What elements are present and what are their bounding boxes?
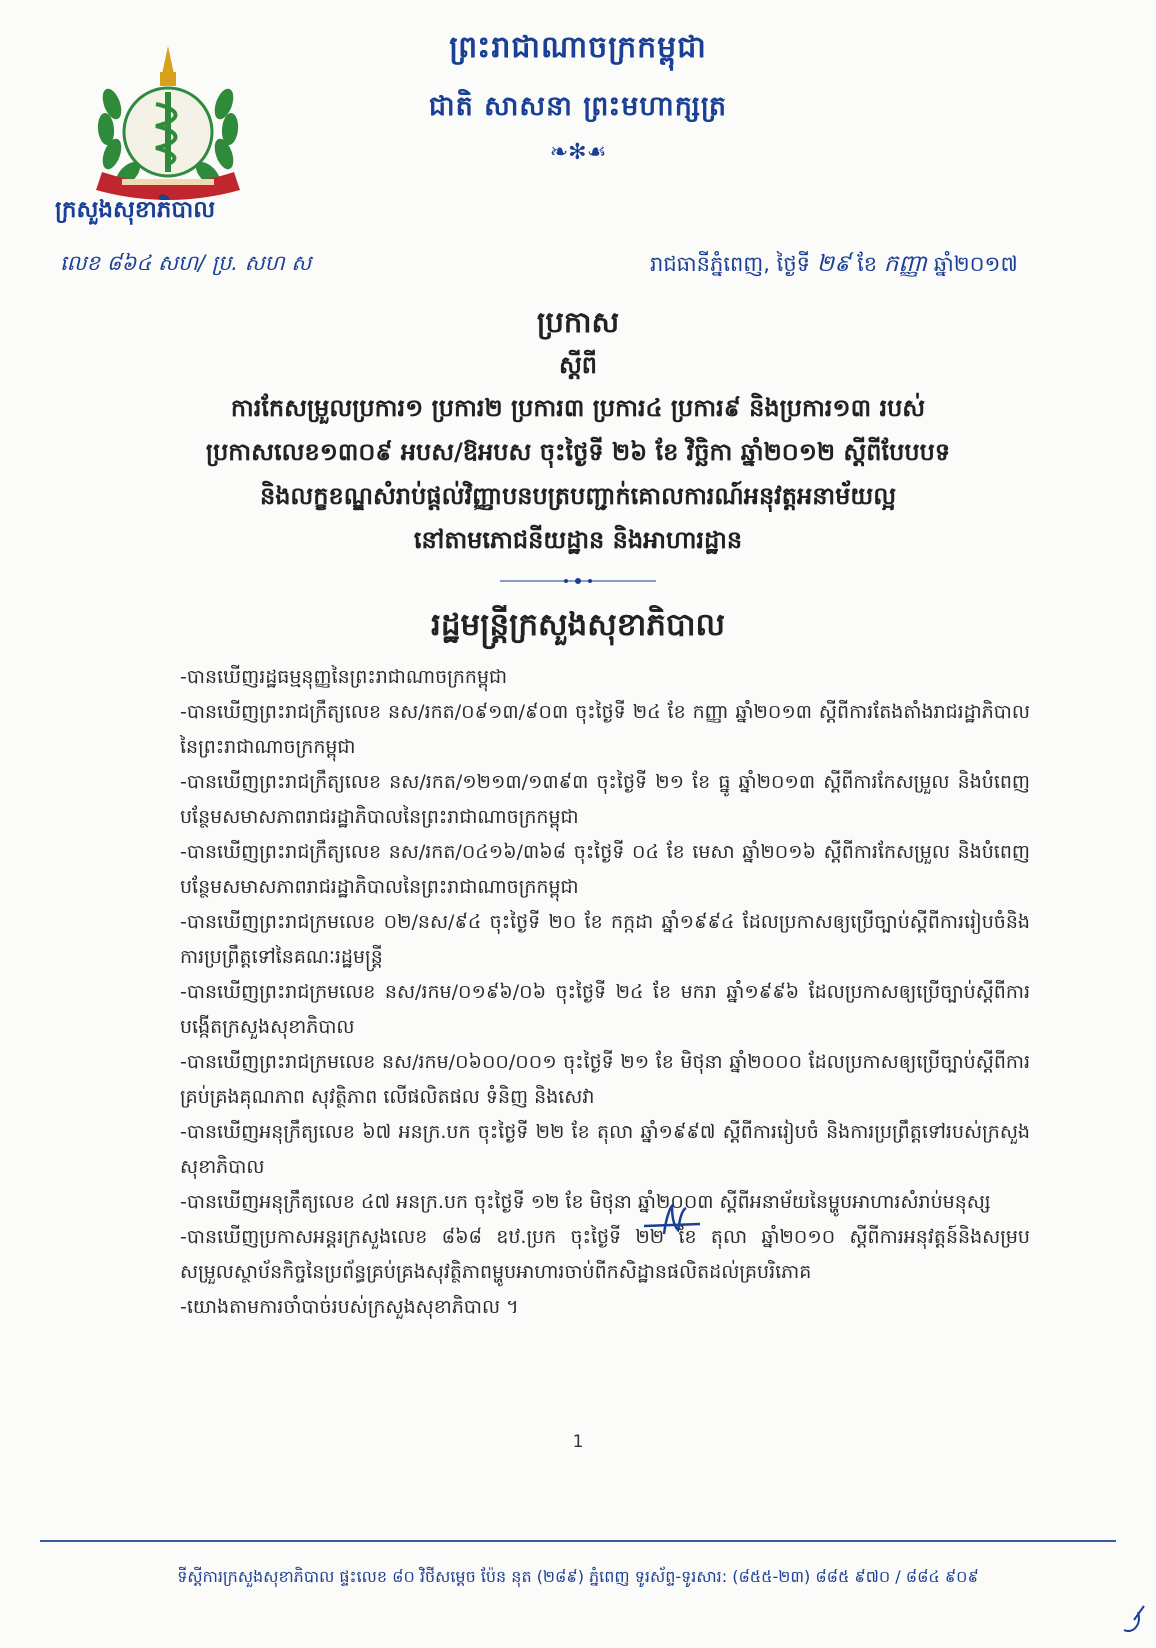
national-motto: ជាតិ សាសនា ព្រះមហាក្សត្រ [428, 91, 728, 122]
subject-line: ការកែសម្រួលប្រការ១ ប្រការ២ ប្រការ៣ ប្រការ៤ ប្រការ៩ និងប្រការ១៣ របស់ [230, 394, 926, 422]
date-month-prefix: ខែ [857, 252, 878, 276]
preamble-clauses [180, 660, 1030, 1325]
date-year: ឆ្នាំ២០១៧ [933, 252, 1018, 276]
document-title: ប្រកាស [536, 305, 620, 339]
clause-item: -បានឃើញព្រះរាជក្រមលេខ នស/រកម/០១៩៦/០៦ ចុះថ្ងៃទី ២៤ ខែ មករា ឆ្នាំ១៩៩៦ ដែលប្រកាសឲ្យប្រើច្បាប់ស្តីពីការបង្កើតក្រសួងសុខាភិបាល [180, 981, 1030, 1038]
corner-handwritten-mark-icon [1118, 1600, 1148, 1640]
clause-item: -បានឃើញព្រះរាជក្រឹត្យលេខ នស/រកត/១២១៣/១៣៩៣ ចុះថ្ងៃទី ២១ ខែ ធ្នូ ឆ្នាំ២០១៣ ស្តីពីការកែសម្រួល និងបំពេញបន្ថែមសមាសភាពរាជរដ្ឋាភិបាលនៃព្រះរាជាណាចក្រកម្ពុជា [180, 771, 1030, 828]
clause-item: -បានឃើញព្រះរាជក្រឹត្យលេខ នស/រកត/០៤១៦/៣៦៨ ចុះថ្ងៃទី ០៤ ខែ មេសា ឆ្នាំ២០១៦ ស្តីពីការកែសម្រួល និងបំពេញបន្ថែមសមាសភាពរាជរដ្ឋាភិបាលនៃព្រះរាជាណាចក្រកម្ពុជា [180, 841, 1030, 898]
date-line [650, 250, 1018, 283]
clause-item: -បានឃើញព្រះរាជក្រមលេខ ០២/នស/៩៤ ចុះថ្ងៃទី ២០ ខែ កក្កដា ឆ្នាំ១៩៩៤ ដែលប្រកាសឲ្យប្រើច្បាប់ស្តីពីការរៀបចំនិងការប្រព្រឹត្តទៅនៃគណៈរដ្ឋមន្ត្រី [180, 911, 1030, 968]
date-month: កញ្ញា [883, 251, 928, 277]
kingdom-heading: ព្រះរាជាណាចក្រកម្ពុជា [449, 30, 707, 65]
clause-item: -បានឃើញប្រកាសអន្តរក្រសួងលេខ ៨៦៨ ឧឋ.ប្រក ចុះថ្ងៃទី ២២ ខែ តុលា ឆ្នាំ២០១០ ស្តីពីការអនុវត្តន៍និងសម្របសម្រួលស្ថាប័នកិច្ចនៃប្រព័ន្ធគ្រប់គ្រងសុវត្ថិភាពម្ហូបអាហារចាប់ពីកសិដ្ឋានផលិតដល់គ្របរិភោគ [180, 1226, 1030, 1283]
clause-item: -បានឃើញរដ្ឋធម្មនុញ្ញនៃព្រះរាជាណាចក្រកម្ពុជា [180, 666, 508, 688]
ornament-divider: ❧✻☙ [549, 140, 607, 165]
ministry-emblem-icon [82, 44, 254, 204]
initial-signature-icon [642, 1200, 702, 1238]
ministry-label: ក្រសួងសុខាភិបាល [55, 197, 216, 223]
clause-item: -បានឃើញអនុក្រឹត្យលេខ ៤៧ អនក្រ.បក ចុះថ្ងៃទី ១២ ខែ មិថុនា ឆ្នាំ២០០៣ ស្តីពីអនាម័យនៃម្ហូបអាហារសំរាប់មនុស្ស [180, 1191, 991, 1213]
subject-line: នៅតាមភោជនីយដ្ឋាន និងអាហារដ្ឋាន [413, 526, 743, 554]
subject-line: ប្រកាសលេខ១៣០៩ អបស/ឱអបស ចុះថ្ងៃទី ២៦ ខែ វិច្ឆិកា ឆ្នាំ២០១២ ស្តីពីបែបបទ [205, 438, 951, 466]
date-day: ២៩ [816, 251, 851, 277]
clause-item: -បានឃើញព្រះរាជក្រមលេខ នស/រកម/០៦០០/០០១ ចុះថ្ងៃទី ២១ ខែ មិថុនា ឆ្នាំ២០០០ ដែលប្រកាសឲ្យប្រើច្បាប់ស្តីពីការគ្រប់គ្រងគុណភាព សុវត្ថិភាព លើផលិតផល ទំនិញ និងសេវា [180, 1051, 1030, 1108]
clause-item: -យោងតាមការចាំបាច់របស់ក្រសួងសុខាភិបាល ។ [180, 1296, 519, 1318]
decorative-divider-icon [500, 576, 656, 586]
clause-item: -បានឃើញអនុក្រឹត្យលេខ ៦៧ អនក្រ.បក ចុះថ្ងៃទី ២២ ខែ តុលា ឆ្នាំ១៩៩៧ ស្តីពីការរៀបចំ និងការប្រព្រឹត្តទៅរបស់ក្រសួងសុខាភិបាល [180, 1121, 1030, 1178]
minister-heading: រដ្ឋមន្ត្រីក្រសួងសុខាភិបាល [431, 607, 725, 643]
clause-item: -បានឃើញព្រះរាជក្រឹត្យលេខ នស/រកត/០៩១៣/៩០៣ ចុះថ្ងៃទី ២៤ ខែ កញ្ញា ឆ្នាំ២០១៣ ស្តីពីការតែងតាំងរាជរដ្ឋាភិបាលនៃព្រះរាជាណាចក្រកម្ពុជា [180, 701, 1030, 758]
footer-rule [40, 1540, 1116, 1542]
footer-address: ទីស្តីការក្រសួងសុខាភិបាល ផ្ទះលេខ ៨០ វិថីសម្តេច ប៉ែន នុត (២៨៩) ភ្នំពេញ ទូរស័ព្ទ-ទូរសារ: (៨៥៥-២៣) ៨៨៥ ៩៧០ / ៨៨៤ ៩០៩ [177, 1567, 979, 1586]
document-subtitle: ស្តីពី [558, 351, 598, 379]
date-place: រាជធានីភ្នំពេញ, ថ្ងៃទី [650, 252, 810, 276]
subject-block [150, 386, 1006, 562]
page-number: 1 [572, 1432, 584, 1452]
reference-number: លេខ ៨៦៤ សហ/ ប្រ. សហ ស [60, 251, 312, 275]
subject-line: និងលក្ខខណ្ឌសំរាប់ផ្តល់វិញ្ញាបនបត្របញ្ជាក់គោលការណ៍អនុវត្តអនាម័យល្អ [259, 482, 897, 510]
